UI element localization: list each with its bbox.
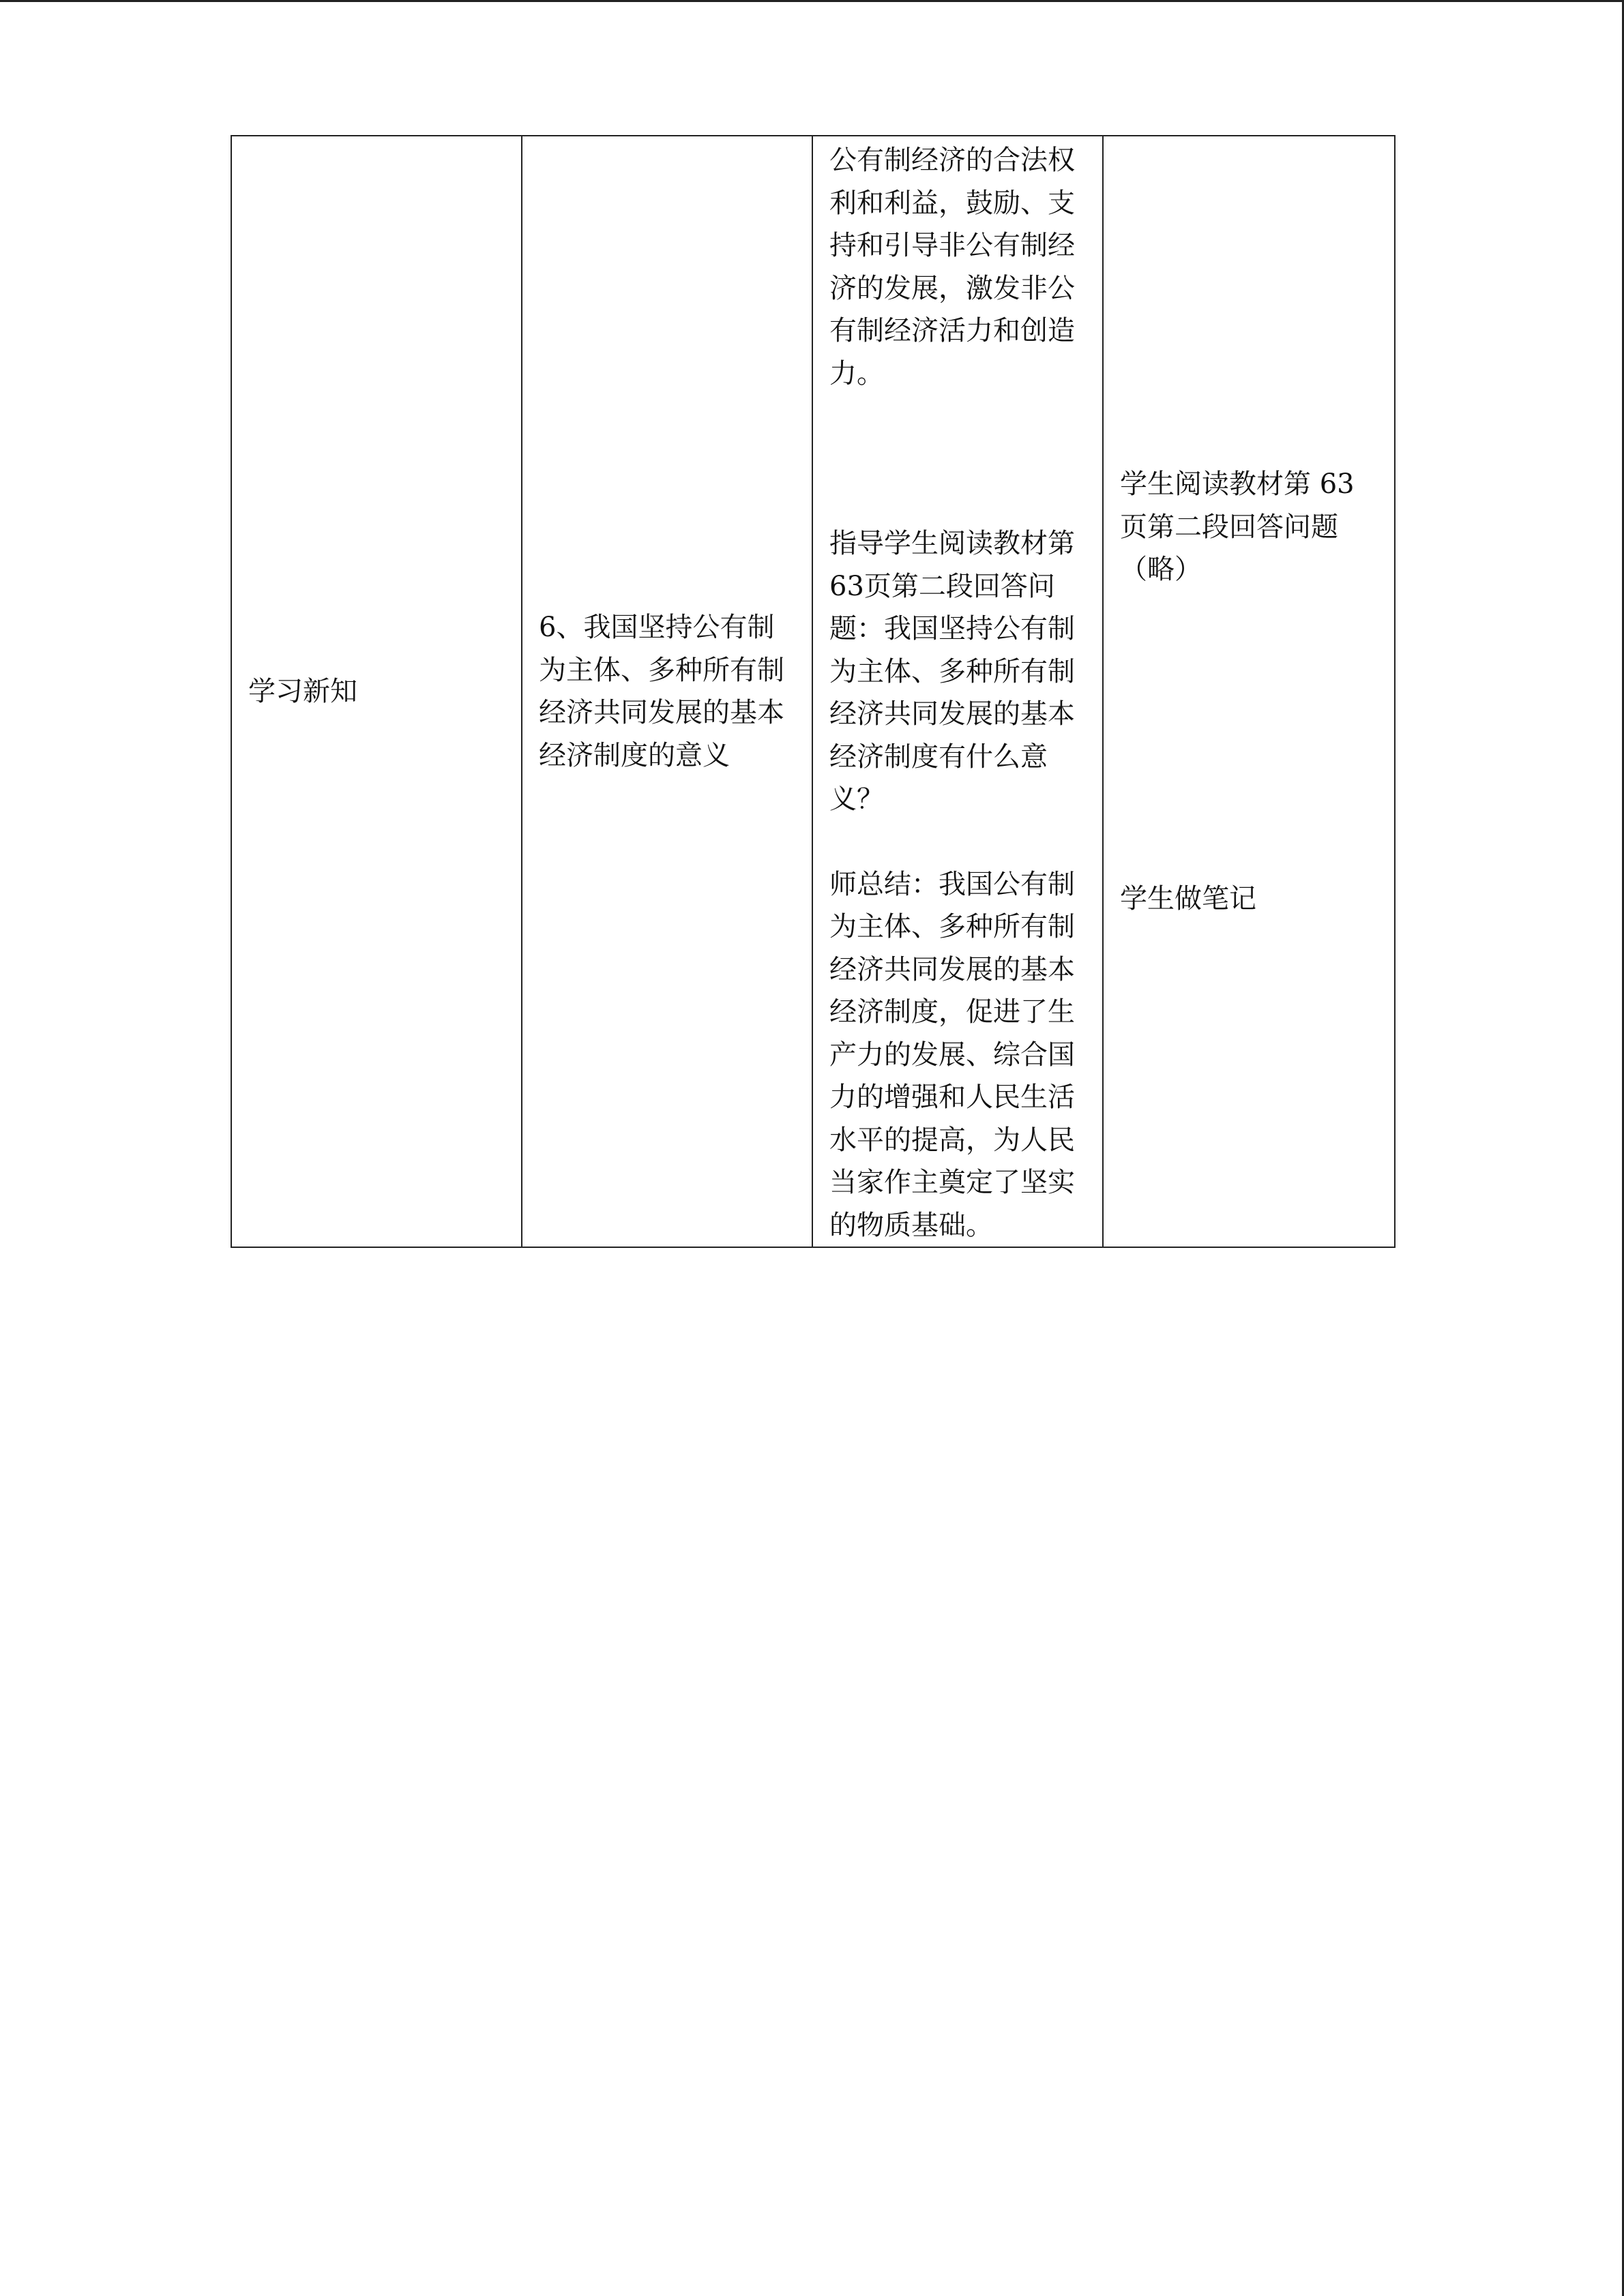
- student-read-text: 学生阅读教材第 63 页第二段回答问题（略）: [1120, 468, 1355, 585]
- teacher-activity-cell: [812, 136, 1103, 1247]
- teacher-guide-text: 指导学生阅读教材第63页第二段回答问题：我国坚持公有制为主体、多种所有制经济共同发展的基本经济制度有什么意义？: [829, 528, 1075, 815]
- table-row: [231, 136, 1395, 1247]
- teacher-summary-text: 师总结：我国公有制为主体、多种所有制经济共同发展的基本经济制度，促进了生产力的发展、综合国力的增强和人民生活水平的提高，为人民当家作主奠定了坚实的物质基础。: [829, 868, 1075, 1241]
- topic-cell: [522, 136, 812, 1247]
- student-activity-cell: [1103, 136, 1395, 1247]
- stage-label: 学习新知: [248, 675, 357, 707]
- spacer: [1120, 591, 1378, 878]
- spacer: [829, 821, 1086, 863]
- teacher-continued-text: 公有制经济的合法权利和利益，鼓励、支持和引导非公有制经济的发展，激发非公有制经济活力和创造力。: [829, 145, 1075, 389]
- lesson-plan-table: [231, 135, 1396, 1248]
- topic-text: 6、我国坚持公有制为主体、多种所有制经济共同发展的基本经济制度的意义: [539, 612, 784, 771]
- student-notes-text: 学生做笔记: [1120, 882, 1256, 914]
- spacer: [829, 395, 1086, 522]
- stage-cell: [231, 136, 522, 1247]
